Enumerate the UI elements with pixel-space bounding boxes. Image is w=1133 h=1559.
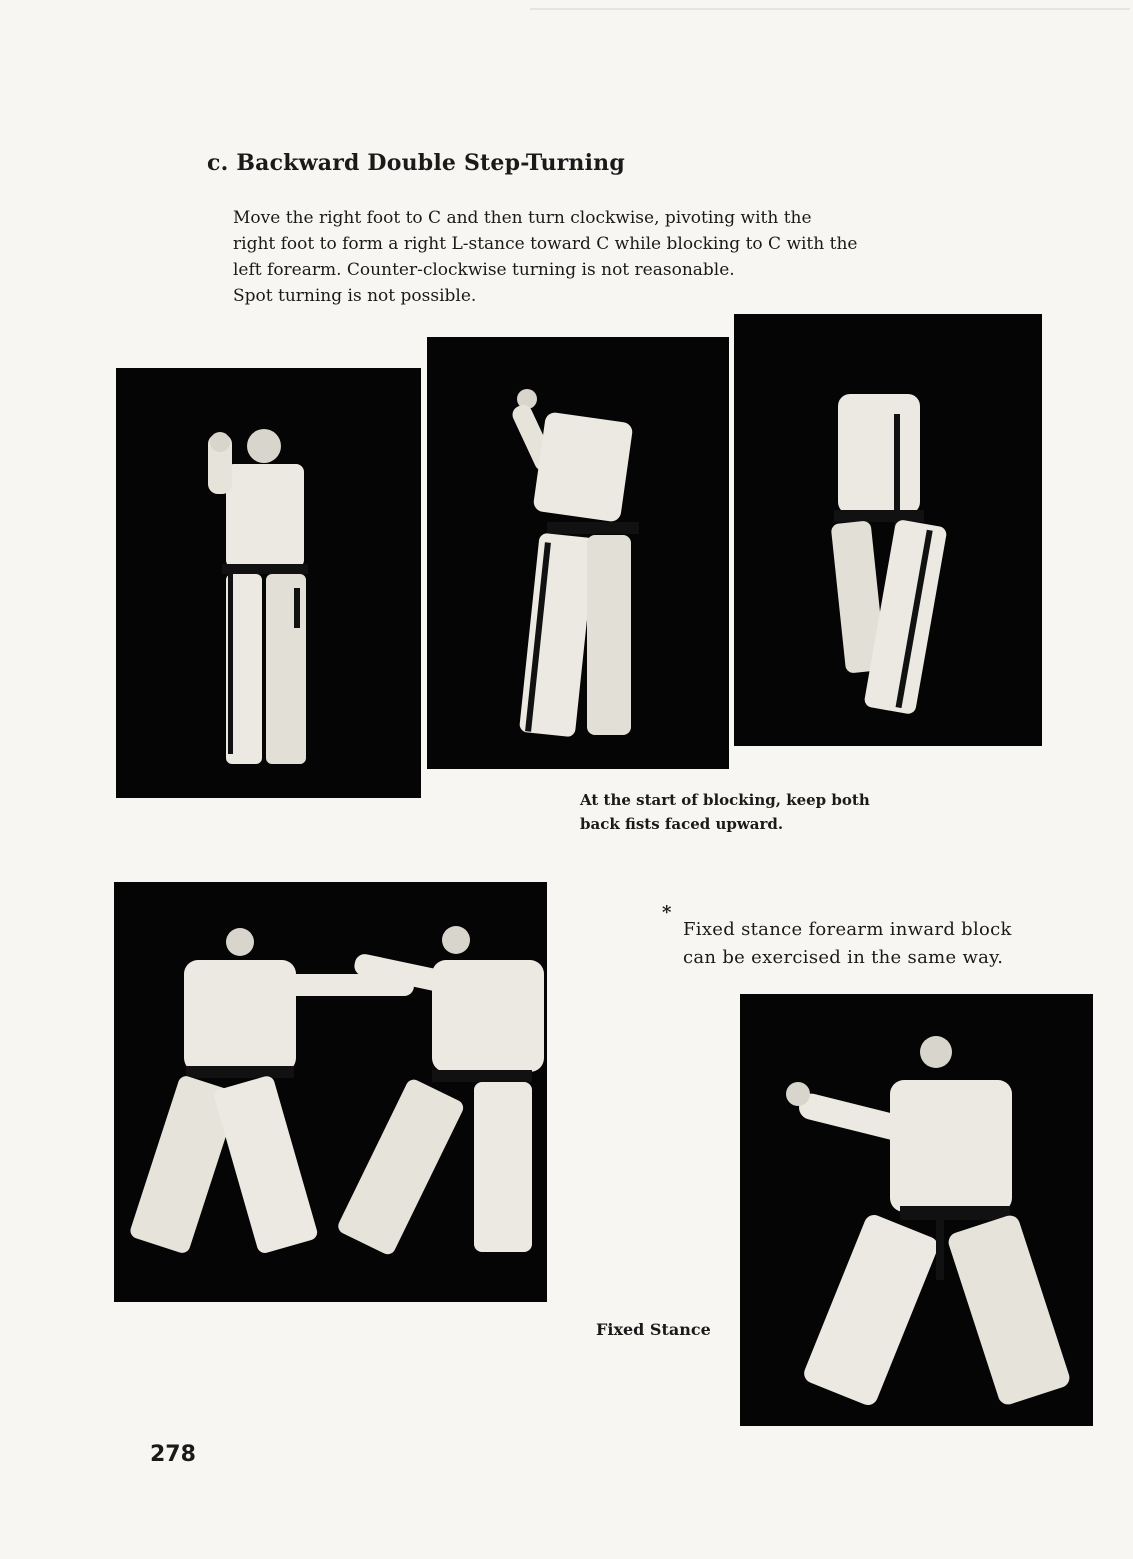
photo-step-3 (734, 314, 1042, 746)
intro-line: Spot turning is not possible. (233, 286, 477, 306)
photo-partners (114, 882, 547, 1302)
page-number: 278 (150, 1442, 196, 1467)
intro-paragraph (233, 205, 973, 309)
figure-illustration (114, 882, 547, 1302)
photo-step-2 (427, 337, 729, 769)
intro-line: right foot to form a right L-stance toward C while blocking to C with the (233, 234, 858, 254)
figure-illustration (427, 337, 729, 769)
caption-line: back fists faced upward. (580, 815, 784, 833)
figure-illustration (740, 994, 1093, 1426)
scan-edge-line (530, 8, 1130, 10)
figure-illustration (734, 314, 1042, 746)
caption-blocking (580, 788, 940, 836)
intro-line: Move the right foot to C and then turn clockwise, pivoting with the (233, 208, 812, 228)
note-line: can be exercised in the same way. (683, 947, 1004, 968)
caption-line: At the start of blocking, keep both (580, 791, 870, 809)
figure-illustration (116, 368, 421, 798)
note-asterisk: * (662, 902, 672, 923)
intro-line: left forearm. Counter-clockwise turning is not reasonable. (233, 260, 735, 280)
photo-step-1 (116, 368, 421, 798)
note-line: Fixed stance forearm inward block (683, 919, 1012, 940)
caption-fixed-stance: Fixed Stance (596, 1320, 711, 1339)
section-heading: c. Backward Double Step-Turning (207, 150, 625, 176)
photo-fixed-stance (740, 994, 1093, 1426)
note-text (683, 916, 1083, 972)
